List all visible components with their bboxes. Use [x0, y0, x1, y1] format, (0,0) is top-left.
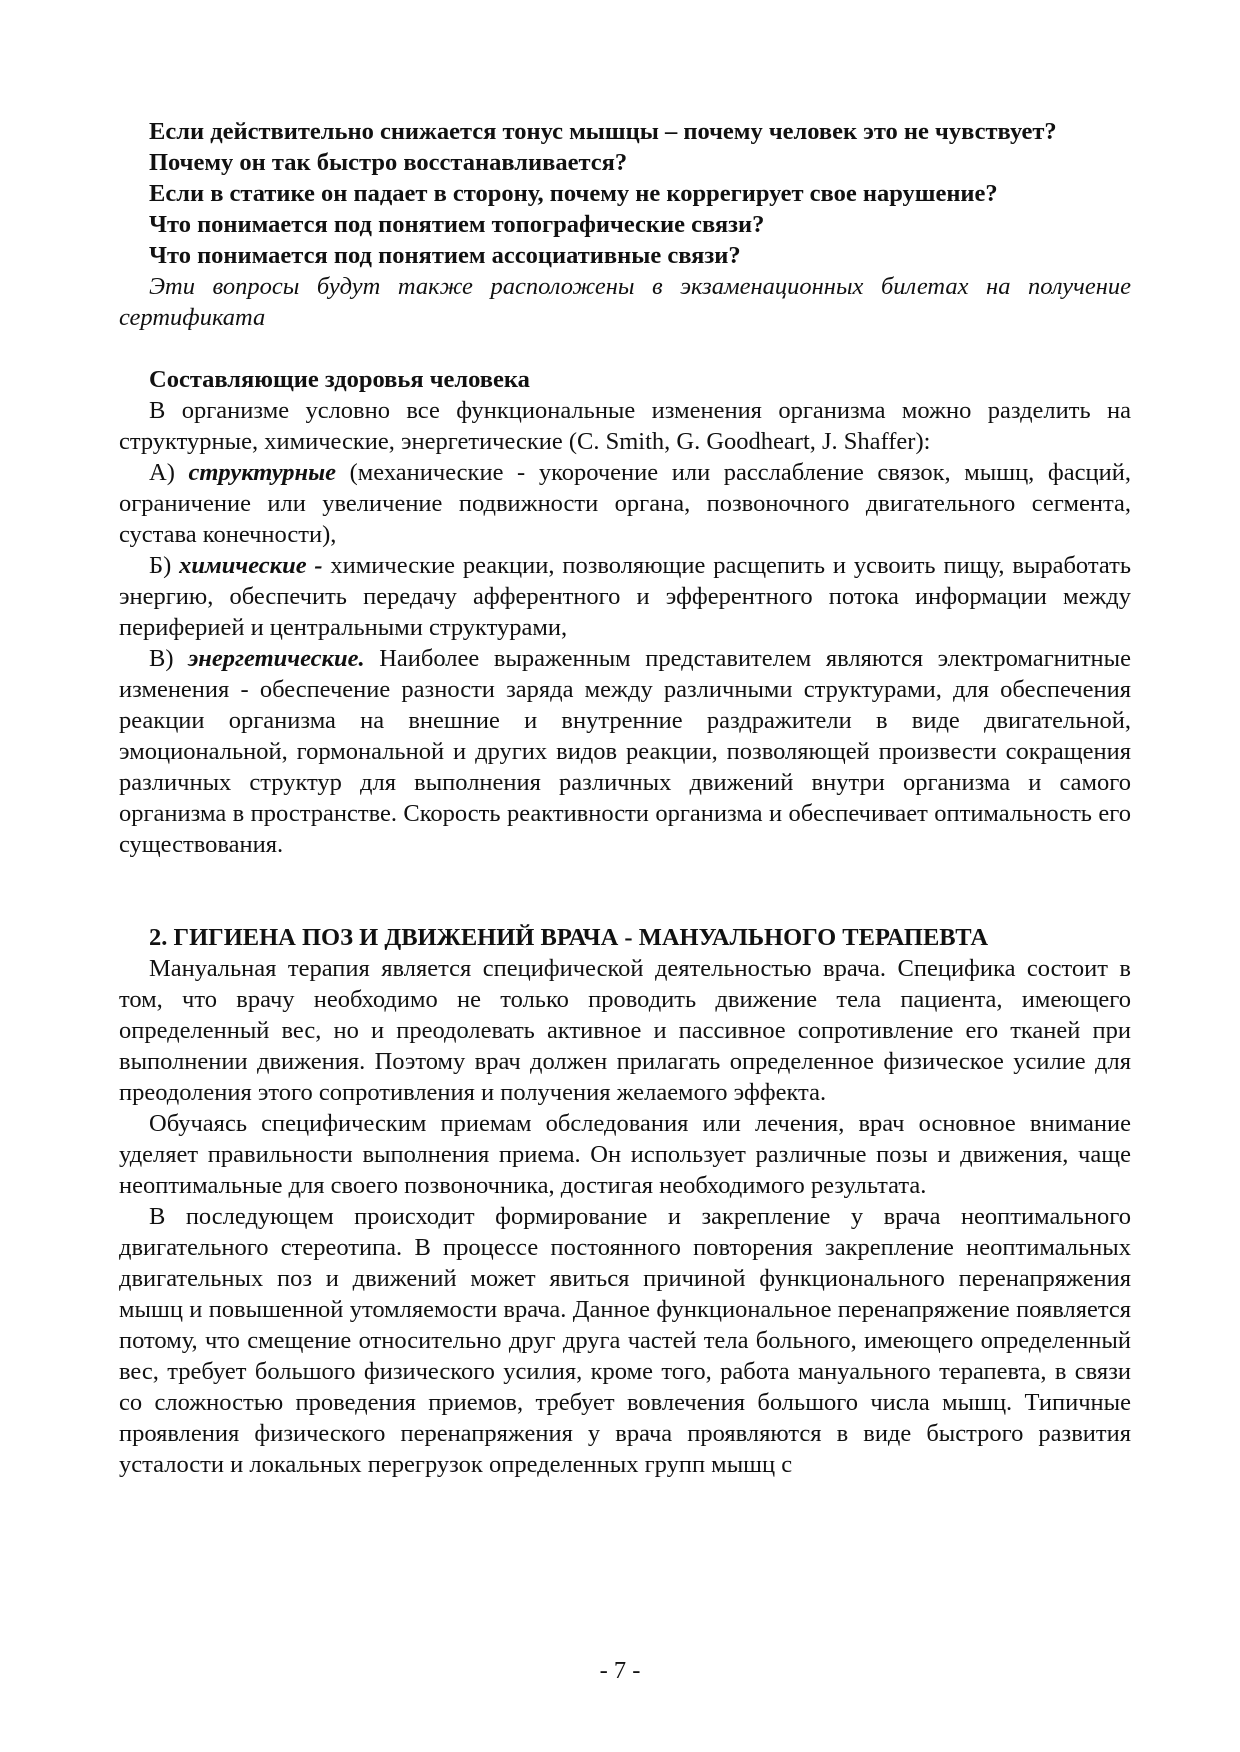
question-4: Что понимается под понятием топографические связи? [149, 211, 765, 238]
section2-paragraph-3: В последующем происходит формирование и закрепление у врача неоптимального двигательного стереотипа. В процессе постоянного повторения закрепление неоптимальных двигательных поз и движений может явиться причиной функционального перенапряжения мышц и повышенной утомляемости врача. Данное функциональное перенапряжение появляется потому, что смещение относительно друг друга частей тела больного, имеющего определенный вес, требует большого физического усилия, кроме того, работа мануального терапевта, в связи со сложностью проведения приемов, требует вовлечения большого числа мышц. Типичные проявления физического перенапряжения у врача проявляются в виде быстрого развития усталости и локальных перегрузок определенных групп мышц с [119, 1203, 1131, 1478]
item-term: химические - [179, 552, 323, 579]
section-heading-health: Составляющие здоровья человека [149, 366, 530, 393]
question-5: Что понимается под понятием ассоциативные связи? [149, 242, 741, 269]
item-prefix: А) [149, 459, 189, 486]
question-2: Почему он так быстро восстанавливается? [149, 149, 628, 176]
page-number: - 7 - [599, 1657, 641, 1684]
health-item-a [119, 457, 1131, 550]
item-term: энергетические. [188, 645, 365, 672]
health-intro: В организме условно все функциональные изменения организма можно разделить на структурные, химические, энергетические (C. Smith, G. Goodheart, J. Shaffer): [119, 397, 1131, 455]
section2-paragraph-1: Мануальная терапия является специфической деятельностью врача. Специфика состоит в том, что врачу необходимо не только проводить движение тела пациента, имеющего определенный вес, но и преодолевать активное и пассивное сопротивление его тканей при выполнении движения. Поэтому врач должен прилагать определенное физическое усилие для преодоления этого сопротивления и получения желаемого эффекта. [119, 955, 1131, 1106]
question-3: Если в статике он падает в сторону, почему не коррегирует свое нарушение? [149, 180, 998, 207]
health-item-c [119, 643, 1131, 860]
section2-paragraph-2: Обучаясь специфическим приемам обследования или лечения, врач основное внимание уделяет правильности выполнения приема. Он использует различные позы и движения, чаще неоптимальные для своего позвоночника, достигая необходимого результата. [119, 1110, 1131, 1199]
spacer [119, 333, 1131, 364]
item-prefix: Б) [149, 552, 180, 579]
item-text: (механические - укорочение или расслабление связок, мышц, фасций, ограничение или увеличение подвижности органа, позвоночного двигательного сегмента, сустава конечности), [119, 459, 1131, 548]
page-body [119, 116, 1131, 1480]
item-text: химические реакции, позволяющие расщепить и усвоить пищу, выработать энергию, обеспечить передачу афферентного и эфферентного потока информации между периферией и центральными структурами, [119, 552, 1131, 641]
question-1: Если действительно снижается тонус мышцы – почему человек это не чувствует? [149, 118, 1057, 145]
item-text: Наиболее выраженным представителем являются электромагнитные изменения - обеспечение разности заряда между различными структурами, для обеспечения реакции организма на внешние и внутренние раздражители в виде двигательной, эмоциональной, гормональной и других видов реакции, позволяющей произвести сокращения различных структур для выполнения различных движений внутри организма и самого организма в пространстве. Скорость реактивности организма и обеспечивает оптимальность его существования. [119, 645, 1131, 858]
item-prefix: В) [149, 645, 189, 672]
health-item-b [119, 550, 1131, 643]
section-heading-2: 2. ГИГИЕНА ПОЗ И ДВИЖЕНИЙ ВРАЧА - МАНУАЛЬНОГО ТЕРАПЕВТА [149, 924, 989, 951]
item-term: структурные [188, 459, 337, 486]
spacer [119, 860, 1131, 922]
exam-note: Эти вопросы будут также расположены в экзаменационных билетах на получение сертификата [119, 273, 1131, 331]
